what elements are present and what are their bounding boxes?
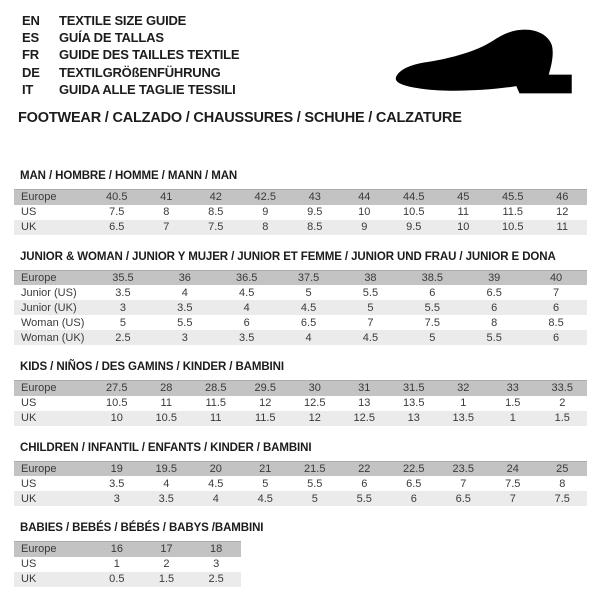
- language-code: ES: [22, 30, 39, 46]
- size-table-section: [14, 170, 587, 235]
- size-cell: 4.5: [239, 286, 255, 299]
- size-cell: 39: [463, 270, 525, 285]
- section-title: JUNIOR & WOMAN / JUNIOR Y MUJER / JUNIOR ET FEMME / JUNIOR UND FRAU / JUNIOR E DONA: [20, 250, 556, 263]
- size-cell: 7: [142, 220, 192, 235]
- size-table: [14, 541, 241, 587]
- size-cell: 6: [525, 330, 587, 345]
- size-cell: 4: [181, 286, 188, 299]
- size-cell: 22: [340, 461, 390, 476]
- size-cell: 11: [457, 206, 469, 218]
- language-row: [22, 64, 239, 81]
- language-row: [22, 12, 239, 29]
- size-cell: 3: [213, 558, 220, 570]
- size-cell: 30: [290, 381, 340, 396]
- size-cell: 12: [259, 397, 272, 409]
- table-row: [14, 285, 587, 300]
- row-label: US: [21, 206, 37, 218]
- size-cell: 5.5: [362, 286, 379, 299]
- size-cell: 3.5: [109, 477, 125, 490]
- section-title: MAN / HOMBRE / HOMME / MANN / MAN: [20, 170, 238, 182]
- size-cell: 8.5: [208, 206, 224, 218]
- size-cell: 5: [401, 330, 463, 345]
- language-title: TEXTILGRÖßENFÜHRUNG: [59, 64, 221, 80]
- size-cell: 13: [389, 411, 439, 426]
- size-cell: 33.5: [538, 381, 588, 396]
- size-cell: 5.5: [340, 491, 390, 506]
- size-cell: 11.5: [241, 411, 291, 426]
- size-table-section: [14, 361, 587, 426]
- size-cell: 21: [241, 461, 291, 476]
- row-label: Junior (UK): [14, 300, 92, 315]
- size-cell: 22.5: [389, 461, 439, 476]
- size-cell: 28: [142, 381, 192, 396]
- row-label: UK: [14, 491, 92, 506]
- sections: [14, 170, 587, 603]
- size-cell: 3: [92, 300, 154, 315]
- language-title: TEXTILE SIZE GUIDE: [59, 13, 187, 28]
- size-cell: 11.5: [205, 397, 227, 409]
- language-code: DE: [22, 64, 40, 80]
- size-cell: 16: [92, 542, 142, 557]
- size-cell: 7: [460, 477, 467, 490]
- size-cell: 7: [553, 286, 560, 299]
- size-cell: 11: [538, 220, 588, 235]
- language-title: GUIDE DES TAILLES TEXTILE: [59, 47, 240, 63]
- size-cell: 11: [191, 411, 241, 426]
- size-cell: 12.5: [340, 411, 390, 426]
- row-label: US: [21, 558, 37, 570]
- size-cell: 11.5: [502, 206, 524, 218]
- size-cell: 8: [491, 316, 498, 329]
- size-cell: 25: [538, 461, 588, 476]
- row-label: Europe: [14, 190, 92, 205]
- size-cell: 3.5: [154, 300, 216, 315]
- language-row: [22, 46, 239, 63]
- size-cell: 27.5: [92, 381, 142, 396]
- size-cell: 41: [142, 190, 192, 205]
- size-cell: 44.5: [389, 190, 439, 205]
- size-cell: 5.5: [463, 330, 525, 345]
- size-table-section: [14, 522, 587, 587]
- size-table: [14, 189, 587, 235]
- size-cell: 4: [278, 330, 340, 345]
- size-cell: 24: [488, 461, 538, 476]
- size-cell: 46: [538, 190, 588, 205]
- size-cell: 19: [92, 461, 142, 476]
- size-cell: 1.5: [142, 572, 192, 587]
- table-row: [14, 220, 587, 235]
- size-cell: 4.5: [278, 300, 340, 315]
- size-cell: 5: [305, 286, 312, 299]
- table-row: [14, 270, 587, 285]
- section-title: KIDS / NIÑOS / DES GAMINS / KINDER / BAMBINI: [20, 361, 284, 373]
- size-cell: 6: [463, 300, 525, 315]
- row-label: Woman (US): [21, 316, 85, 329]
- table-row: [14, 396, 587, 411]
- size-cell: 1: [113, 558, 120, 570]
- language-row: [22, 29, 239, 46]
- size-cell: 10.5: [106, 397, 128, 409]
- size-cell: 13: [358, 397, 371, 409]
- size-cell: 31: [340, 381, 390, 396]
- table-row: [14, 411, 587, 426]
- size-cell: 40: [525, 270, 587, 285]
- size-cell: 10.5: [142, 411, 192, 426]
- size-cell: 9: [262, 206, 269, 218]
- size-table: [14, 461, 587, 507]
- size-cell: 5: [340, 300, 402, 315]
- table-row: [14, 476, 587, 491]
- row-label: Woman (UK): [14, 330, 92, 345]
- size-cell: 9.5: [389, 220, 439, 235]
- size-cell: 6.5: [486, 286, 502, 299]
- table-row: [14, 330, 587, 345]
- size-table: [14, 270, 587, 346]
- size-cell: 3: [154, 330, 216, 345]
- table-row: [14, 205, 587, 220]
- size-table-section: [14, 251, 587, 346]
- language-title: GUÍA DE TALLAS: [59, 30, 164, 46]
- size-cell: 6: [361, 477, 368, 490]
- table-row: [14, 542, 241, 557]
- row-label: UK: [14, 411, 92, 426]
- size-cell: 1: [488, 411, 538, 426]
- size-cell: 42: [191, 190, 241, 205]
- dress-shoe-glyph: [392, 24, 578, 98]
- table-row: [14, 491, 587, 506]
- size-cell: 6: [429, 286, 436, 299]
- size-cell: 32: [439, 381, 489, 396]
- size-cell: 20: [191, 461, 241, 476]
- size-cell: 12: [290, 411, 340, 426]
- size-cell: 21.5: [290, 461, 340, 476]
- size-cell: 5.5: [401, 300, 463, 315]
- size-cell: 4.5: [208, 477, 224, 490]
- size-cell: 7: [367, 316, 374, 329]
- row-label: Europe: [14, 542, 92, 557]
- size-cell: 8.5: [548, 316, 564, 329]
- language-row: [22, 81, 239, 98]
- size-cell: 8.5: [290, 220, 340, 235]
- size-cell: 4.5: [241, 491, 291, 506]
- size-cell: 10.5: [488, 220, 538, 235]
- size-cell: 42.5: [241, 190, 291, 205]
- row-label: Junior (US): [21, 286, 77, 299]
- size-cell: 45.5: [488, 190, 538, 205]
- table-row: [14, 572, 241, 587]
- size-cell: 35.5: [92, 270, 154, 285]
- table-row: [14, 381, 587, 396]
- size-cell: 12.5: [304, 397, 326, 409]
- size-cell: 10: [439, 220, 489, 235]
- table-row: [14, 557, 241, 572]
- size-cell: 7.5: [538, 491, 588, 506]
- size-table-section: [14, 442, 587, 507]
- size-cell: 9.5: [307, 206, 323, 218]
- size-cell: 7.5: [505, 477, 521, 490]
- size-cell: 4.5: [340, 330, 402, 345]
- row-label: UK: [14, 220, 92, 235]
- size-cell: 2: [163, 558, 170, 570]
- size-cell: 7: [488, 491, 538, 506]
- size-cell: 31.5: [389, 381, 439, 396]
- row-label: Europe: [14, 461, 92, 476]
- size-cell: 6.5: [406, 477, 422, 490]
- language-code: EN: [22, 13, 40, 28]
- size-cell: 4: [216, 300, 278, 315]
- size-cell: 1: [460, 397, 467, 409]
- size-cell: 33: [488, 381, 538, 396]
- size-cell: 5: [290, 491, 340, 506]
- size-cell: 6: [243, 316, 250, 329]
- table-row: [14, 190, 587, 205]
- size-cell: 7.5: [191, 220, 241, 235]
- size-cell: 5: [119, 316, 126, 329]
- size-cell: 38.5: [401, 270, 463, 285]
- row-label: Europe: [14, 270, 92, 285]
- size-cell: 4: [163, 477, 170, 490]
- size-cell: 1.5: [538, 411, 588, 426]
- row-label: Europe: [14, 381, 92, 396]
- size-cell: 5: [262, 477, 269, 490]
- size-cell: 4: [191, 491, 241, 506]
- size-cell: 3.5: [115, 286, 131, 299]
- row-label: US: [21, 477, 37, 490]
- language-code: IT: [22, 81, 34, 97]
- size-cell: 10: [92, 411, 142, 426]
- table-row: [14, 315, 587, 330]
- size-cell: 29.5: [241, 381, 291, 396]
- table-row: [14, 300, 587, 315]
- size-cell: 13.5: [439, 411, 489, 426]
- size-cell: 10.5: [403, 206, 425, 218]
- size-cell: 36.5: [216, 270, 278, 285]
- size-cell: 36: [154, 270, 216, 285]
- language-list: [22, 12, 239, 98]
- size-cell: 1.5: [505, 397, 521, 409]
- size-cell: 12: [556, 206, 569, 218]
- size-cell: 9: [340, 220, 390, 235]
- section-title: CHILDREN / INFANTIL / ENFANTS / KINDER / BAMBINI: [20, 441, 312, 454]
- size-cell: 0.5: [92, 572, 142, 587]
- size-cell: 43: [290, 190, 340, 205]
- dress-shoe-icon: [392, 24, 578, 98]
- category-line: FOOTWEAR / CALZADO / CHAUSSURES / SCHUHE / CALZATURE: [18, 110, 462, 126]
- size-cell: 7.5: [424, 316, 440, 329]
- size-cell: 19.5: [142, 461, 192, 476]
- size-cell: 28.5: [191, 381, 241, 396]
- row-label: US: [21, 397, 37, 409]
- size-cell: 3.5: [142, 491, 192, 506]
- size-cell: 10: [358, 206, 371, 218]
- size-cell: 6.5: [439, 491, 489, 506]
- size-cell: 6.5: [300, 316, 317, 329]
- size-table: [14, 380, 587, 426]
- size-cell: 8: [163, 206, 170, 218]
- size-cell: 2.5: [92, 330, 154, 345]
- size-cell: 2: [559, 397, 566, 409]
- size-cell: 2.5: [191, 572, 241, 587]
- size-cell: 11: [160, 397, 172, 409]
- section-title: BABIES / BEBÉS / BÉBÉS / BABYS /BAMBINI: [20, 522, 264, 534]
- size-cell: 5.5: [177, 316, 193, 329]
- language-title: GUIDA ALLE TAGLIE TESSILI: [59, 81, 236, 97]
- size-cell: 17: [142, 542, 192, 557]
- size-cell: 5.5: [307, 477, 323, 490]
- size-cell: 38: [340, 270, 402, 285]
- size-cell: 7.5: [109, 206, 125, 218]
- size-cell: 6.5: [92, 220, 142, 235]
- row-label: UK: [14, 572, 92, 587]
- size-cell: 45: [439, 190, 489, 205]
- size-cell: 6: [389, 491, 439, 506]
- language-code: FR: [22, 47, 39, 63]
- table-row: [14, 461, 587, 476]
- size-cell: 40.5: [92, 190, 142, 205]
- size-cell: 6: [525, 300, 587, 315]
- size-cell: 8: [241, 220, 291, 235]
- size-cell: 37.5: [278, 270, 340, 285]
- size-cell: 18: [191, 542, 241, 557]
- size-cell: 3.5: [216, 330, 278, 345]
- size-cell: 8: [559, 477, 566, 490]
- size-cell: 23.5: [439, 461, 489, 476]
- size-cell: 3: [92, 491, 142, 506]
- size-cell: 44: [340, 190, 390, 205]
- size-cell: 13.5: [403, 397, 425, 409]
